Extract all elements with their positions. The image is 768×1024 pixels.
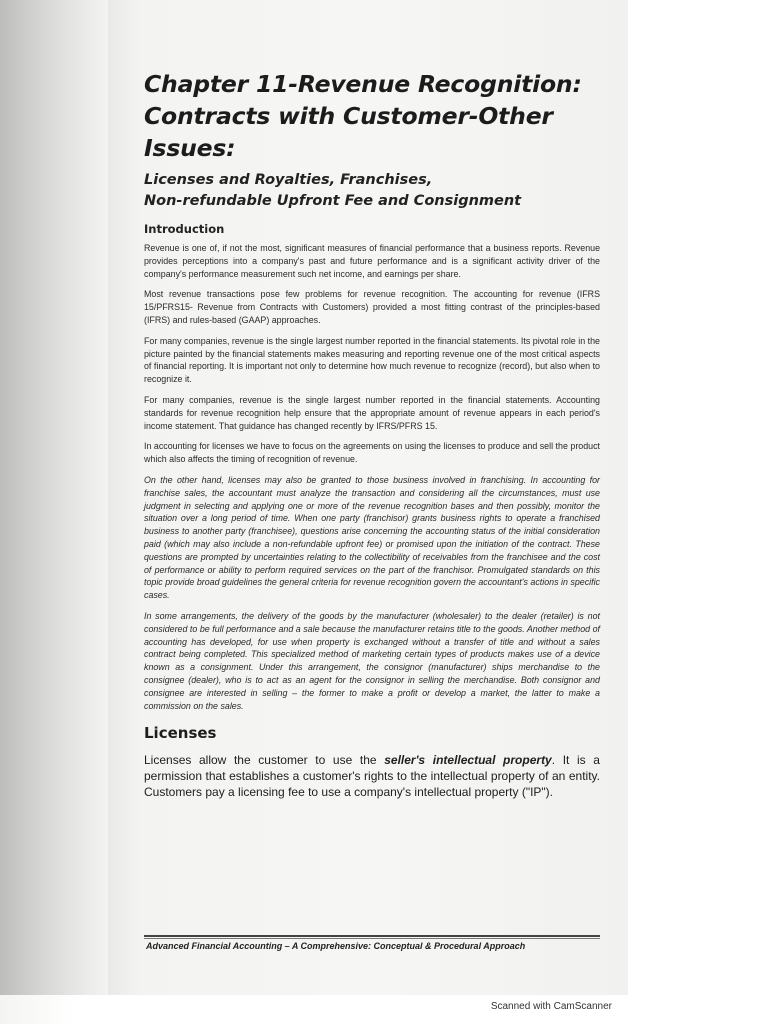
licenses-text-end: . It is a permission that establishes a customer's rights to the intellectual property of an entity. Customers pay a licensing fee to use a company's intellectual property ("IP"). (144, 753, 600, 800)
paragraph-revenue-significance: Revenue is one of, if not the most, significant measures of financial performance that a business reports. Revenue provides perceptions into a company's past and future performance and is a significant activity driver of the company's performance measurement such net income, and earnings per share. (144, 243, 600, 279)
footer-rule-thin (144, 938, 600, 939)
introduction-heading: Introduction (144, 222, 225, 236)
subtitle-line-1: Licenses and Royalties, Franchises, (144, 172, 433, 188)
paragraph-licenses-accounting: In accounting for licenses we have to focus on the agreements on using the licenses to produce and sell the product which also affects the timing of recognition of revenue. (144, 441, 600, 465)
scanner-watermark: Scanned with CamScanner (490, 1001, 612, 1012)
licenses-heading: Licenses (144, 724, 217, 743)
licenses-text-emphasis: seller's intellectual property (384, 753, 552, 768)
licenses-paragraph (144, 752, 600, 800)
paragraph-revenue-transactions: Most revenue transactions pose few problems for revenue recognition. The accounting for revenue (IFRS 15/PFRS15- Revenue from Contracts with Customers) provided a most fitting contrast of the principles-based (IFRS) and rules-based (GAAP) approaches. (144, 289, 600, 325)
licenses-text-start: Licenses allow the customer to use the (144, 753, 385, 768)
paragraph-accounting-standards: For many companies, revenue is the single largest number reported in the financial statements. Accounting standards for revenue recognition help ensure that the appropriate amount of revenue appears in each period's income statement. That guidance has changed recently by IFRS/PFRS 15. (144, 394, 600, 431)
paragraph-consignment: In some arrangements, the delivery of the goods by the manufacturer (wholesaler) to the dealer (retailer) is not considered to be full performance and a sale because the manufacturer retains title to the goods. Another method of accounting has developed, for use when property is exchanged without a transfer of title and without a sales contract being completed. This specialized method of marketing certain types of products makes use of a device known as a consignment. Under this arrangement, the consignor (manufacturer) ships merchandise to the consignee (dealer), who is to act as an agent for the consignor in selling the merchandise. Both consignor and consignee are interested in selling – the former to make a profit or develop a market, the latter to make a commission on the sales. (144, 610, 600, 711)
page-content (144, 68, 600, 800)
paragraph-revenue-pivotal-role: For many companies, revenue is the single largest number reported in the financial statements. Its pivotal role in the picture painted by the financial statements makes measuring and reporting revenue one of the most critical aspects of financial reporting. It is important not only to determine how much revenue to recognize (record), but also when to recognize it. (144, 335, 600, 385)
chapter-title-line-2: Contracts with Customer-Other Issues: (144, 102, 553, 162)
chapter-title (144, 68, 600, 164)
chapter-title-line-1: Chapter 11-Revenue Recognition: (144, 70, 582, 98)
footer-rule-thick (144, 935, 600, 937)
subtitle-line-2: Non-refundable Upfront Fee and Consignment (144, 193, 522, 209)
book-footer: Advanced Financial Accounting – A Comprehensive: Conceptual & Procedural Approach (146, 941, 526, 951)
book-spine-shadow (0, 0, 118, 995)
paragraph-franchising: On the other hand, licenses may also be granted to those business involved in franchising. In accounting for franchise sales, the accountant must analyze the transaction and considering all the circumstances, must use judgment in selecting and applying one or more of the revenue recognition bases and then possibly, monitor the situation over a long period of time. When one party (franchisor) grants business rights to operate a franchised business to another party (franchisee), questions arise concerning the accounting status of the initial consideration paid (which may also include a non-refundable upfront fee) or promised upon the initiation of the contract. These questions are prompted by uncertainties relating to the collectibility of receivables from the franchisee and the cost of performance or ability to perform required services on the part of the franchisor. Promulgated standards on this topic provide broad guidelines the general criteria for revenue recognition govern the accountant's actions in specific cases. (144, 474, 600, 601)
chapter-subtitle (144, 170, 600, 212)
